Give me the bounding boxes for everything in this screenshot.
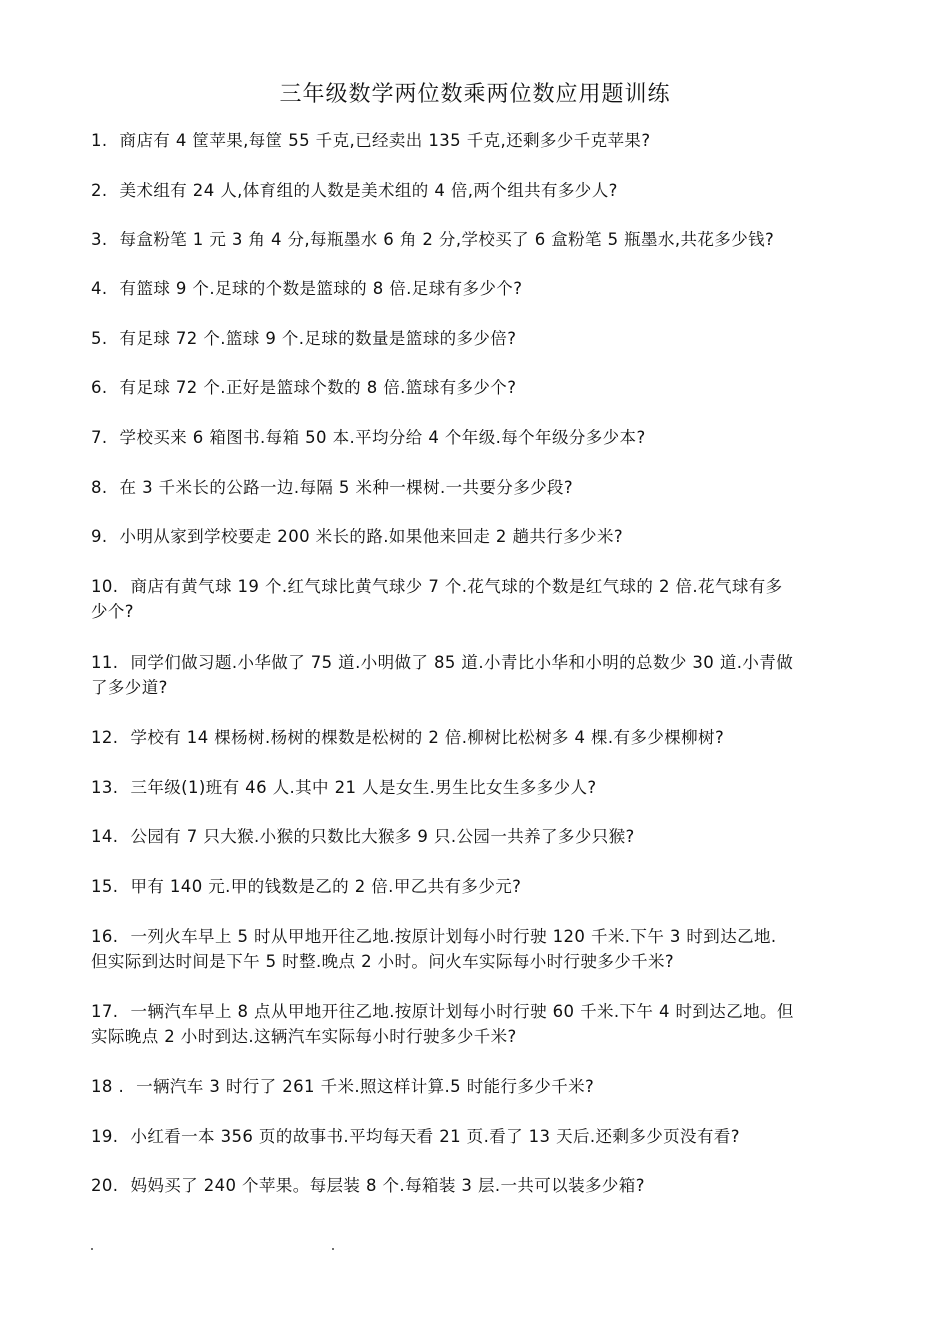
question-item bbox=[91, 874, 861, 899]
question-text: 学校买来 6 箱图书.每箱 50 本.平均分给 4 个年级.每个年级分多少本? bbox=[119, 428, 646, 447]
question-item bbox=[91, 824, 861, 849]
question-number: 7. bbox=[91, 428, 108, 447]
question-line bbox=[91, 178, 861, 203]
question-item bbox=[91, 524, 861, 549]
question-text: 一辆汽车早上 8 点从甲地开往乙地.按原计划每小时行驶 60 千米.下午 4 时到达乙地。但 bbox=[130, 1002, 794, 1021]
question-number: 8. bbox=[91, 478, 108, 497]
question-item bbox=[91, 276, 861, 301]
question-number: 9. bbox=[91, 527, 108, 546]
question-item bbox=[91, 924, 861, 974]
footer-dot bbox=[332, 1248, 334, 1250]
question-item bbox=[91, 128, 861, 153]
question-line bbox=[91, 1124, 861, 1149]
question-item bbox=[91, 574, 861, 624]
question-text: 有篮球 9 个.足球的个数是篮球的 8 倍.足球有多少个? bbox=[119, 279, 523, 298]
question-line bbox=[91, 1173, 861, 1198]
question-item bbox=[91, 1074, 861, 1099]
question-number: 4. bbox=[91, 279, 108, 298]
question-text: 甲有 140 元.甲的钱数是乙的 2 倍.甲乙共有多少元? bbox=[130, 877, 522, 896]
question-line bbox=[91, 675, 861, 700]
question-line bbox=[91, 326, 861, 351]
question-number: 5. bbox=[91, 329, 108, 348]
question-number: 11. bbox=[91, 653, 119, 672]
question-number: 17. bbox=[91, 1002, 119, 1021]
document-title: 三年级数学两位数乘两位数应用题训练 bbox=[279, 82, 671, 107]
question-text: 公园有 7 只大猴.小猴的只数比大猴多 9 只.公园一共养了多少只猴? bbox=[130, 827, 635, 846]
question-number: 18 . bbox=[91, 1077, 125, 1096]
question-number: 14. bbox=[91, 827, 119, 846]
question-text: 有足球 72 个.正好是篮球个数的 8 倍.篮球有多少个? bbox=[119, 378, 517, 397]
question-text: 小明从家到学校要走 200 米长的路.如果他来回走 2 趟共行多少米? bbox=[119, 527, 624, 546]
question-text: 妈妈买了 240 个苹果。每层装 8 个.每箱装 3 层.一共可以装多少箱? bbox=[130, 1176, 645, 1195]
question-line bbox=[91, 874, 861, 899]
question-line bbox=[91, 650, 861, 675]
question-line bbox=[91, 524, 861, 549]
question-line bbox=[91, 775, 861, 800]
question-text: 一列火车早上 5 时从甲地开往乙地.按原计划每小时行驶 120 千米.下午 3 时到达乙地. bbox=[130, 927, 777, 946]
question-item bbox=[91, 227, 861, 252]
question-item bbox=[91, 1124, 861, 1149]
question-item bbox=[91, 375, 861, 400]
question-number: 2. bbox=[91, 181, 108, 200]
question-line bbox=[91, 276, 861, 301]
question-text: 学校有 14 棵杨树.杨树的棵数是松树的 2 倍.柳树比松树多 4 棵.有多少棵柳树? bbox=[130, 728, 725, 747]
question-number: 3. bbox=[91, 230, 108, 249]
question-item bbox=[91, 775, 861, 800]
question-item bbox=[91, 475, 861, 500]
question-line bbox=[91, 924, 861, 949]
question-text: 但实际到达时间是下午 5 时整.晚点 2 小时。问火车实际每小时行驶多少千米? bbox=[91, 952, 675, 971]
question-number: 12. bbox=[91, 728, 119, 747]
question-item bbox=[91, 650, 861, 700]
question-number: 10. bbox=[91, 577, 119, 596]
question-line bbox=[91, 824, 861, 849]
question-line bbox=[91, 949, 861, 974]
question-text: 实际晚点 2 小时到达.这辆汽车实际每小时行驶多少千米? bbox=[91, 1027, 517, 1046]
question-text: 了多少道? bbox=[91, 678, 168, 697]
question-line bbox=[91, 227, 861, 252]
question-line bbox=[91, 1074, 861, 1099]
footer-dot bbox=[91, 1248, 93, 1250]
question-item bbox=[91, 1173, 861, 1198]
question-text: 商店有 4 筐苹果,每筐 55 千克,已经卖出 135 千克,还剩多少千克苹果? bbox=[119, 131, 651, 150]
question-item bbox=[91, 725, 861, 750]
question-text: 在 3 千米长的公路一边.每隔 5 米种一棵树.一共要分多少段? bbox=[119, 478, 574, 497]
question-number: 15. bbox=[91, 877, 119, 896]
question-number: 13. bbox=[91, 778, 119, 797]
question-item bbox=[91, 999, 861, 1049]
question-text: 小红看一本 356 页的故事书.平均每天看 21 页.看了 13 天后.还剩多少页没有看? bbox=[130, 1127, 740, 1146]
question-number: 1. bbox=[91, 131, 108, 150]
question-number: 6. bbox=[91, 378, 108, 397]
question-line bbox=[91, 375, 861, 400]
question-text: 有足球 72 个.篮球 9 个.足球的数量是篮球的多少倍? bbox=[119, 329, 517, 348]
question-text: 同学们做习题.小华做了 75 道.小明做了 85 道.小青比小华和小明的总数少 30 道.小青做 bbox=[130, 653, 794, 672]
question-line bbox=[91, 475, 861, 500]
question-text: 一辆汽车 3 时行了 261 千米.照这样计算.5 时能行多少千米? bbox=[136, 1077, 595, 1096]
question-number: 16. bbox=[91, 927, 119, 946]
question-line bbox=[91, 725, 861, 750]
question-line bbox=[91, 599, 861, 624]
question-number: 19. bbox=[91, 1127, 119, 1146]
question-text: 三年级(1)班有 46 人.其中 21 人是女生.男生比女生多多少人? bbox=[130, 778, 597, 797]
question-text: 美术组有 24 人,体育组的人数是美术组的 4 倍,两个组共有多少人? bbox=[119, 181, 618, 200]
question-line bbox=[91, 425, 861, 450]
question-item bbox=[91, 326, 861, 351]
question-number: 20. bbox=[91, 1176, 119, 1195]
question-text: 商店有黄气球 19 个.红气球比黄气球少 7 个.花气球的个数是红气球的 2 倍.花气球有多 bbox=[130, 577, 783, 596]
question-item bbox=[91, 178, 861, 203]
question-line bbox=[91, 999, 861, 1024]
question-text: 每盒粉笔 1 元 3 角 4 分,每瓶墨水 6 角 2 分,学校买了 6 盒粉笔 5 瓶墨水,共花多少钱? bbox=[119, 230, 775, 249]
question-text: 少个? bbox=[91, 602, 134, 621]
question-item bbox=[91, 425, 861, 450]
question-line bbox=[91, 128, 861, 153]
question-line bbox=[91, 1024, 861, 1049]
question-line bbox=[91, 574, 861, 599]
